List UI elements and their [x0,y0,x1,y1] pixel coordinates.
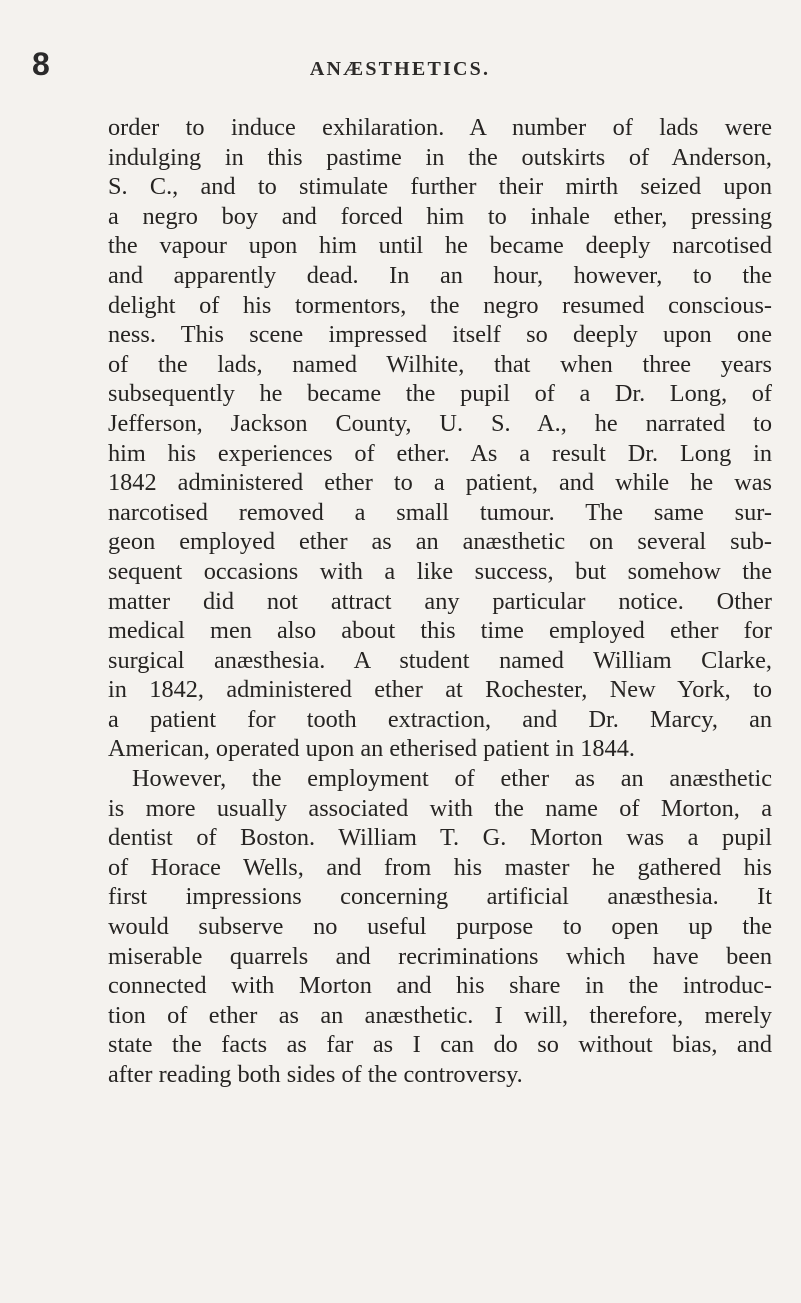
text-line: medical men also about this time employed ether for [108,617,772,645]
text-line: the vapour upon him until he became deeply narcotised [108,232,772,260]
text-line: sequent occasions with a like success, but somehow the [108,557,772,585]
text-line: delight of his tormentors, the negro resumed conscious- [108,291,772,319]
text-line: miserable quarrels and recriminations which have been [108,942,772,970]
text-line: a negro boy and forced him to inhale ether, pressing [108,202,772,230]
text-line: dentist of Boston. William T. G. Morton was a pupil [108,824,772,852]
text-line: 1842 administered ether to a patient, and while he was [108,469,772,497]
text-line: subsequently he became the pupil of a Dr. Long, of [108,380,772,408]
text-line: matter did not attract any particular notice. Other [108,587,772,615]
paragraph-1 [108,113,772,764]
text-line: narcotised removed a small tumour. The same sur- [108,498,772,526]
text-line: ness. This scene impressed itself so deeply upon one [108,321,772,349]
body-text [108,113,772,1090]
text-line: and apparently dead. In an hour, however, to the [108,261,772,289]
text-line: would subserve no useful purpose to open up the [108,913,772,941]
text-line: Jefferson, Jackson County, U. S. A., he narrated to [108,409,772,437]
text-line: after reading both sides of the controversy. [108,1061,523,1088]
text-line: S. C., and to stimulate further their mirth seized upon [108,173,772,201]
text-line: of Horace Wells, and from his master he gathered his [108,853,772,881]
text-line: in 1842, administered ether at Rochester, New York, to [108,676,772,704]
running-head [30,46,770,84]
text-line: tion of ether as an anæsthetic. I will, therefore, merely [108,1001,772,1029]
text-line: geon employed ether as an anæsthetic on several sub- [108,528,772,556]
text-line: first impressions concerning artificial anæsthesia. It [108,883,772,911]
text-line: order to induce exhilaration. A number of lads were [108,114,772,141]
text-line: However, the employment of ether as an anæsthetic [132,765,772,793]
paragraph-2 [108,764,772,1090]
text-line: surgical anæsthesia. A student named William Clarke, [108,646,772,674]
text-line: connected with Morton and his share in the introduc- [108,972,772,1000]
text-line: of the lads, named Wilhite, that when three years [108,350,772,378]
text-line: him his experiences of ether. As a result Dr. Long in [108,439,772,467]
text-line: state the facts as far as I can do so without bias, and [108,1031,772,1059]
text-line: American, operated upon an etherised patient in 1844. [108,735,635,763]
text-line: a patient for tooth extraction, and Dr. Marcy, an [108,705,772,733]
text-line: indulging in this pastime in the outskirts of Anderson, [108,143,772,171]
page-number: 8 [32,46,50,82]
text-line: is more usually associated with the name of Morton, a [108,794,772,822]
running-title: ANÆSTHETICS. [309,58,491,80]
